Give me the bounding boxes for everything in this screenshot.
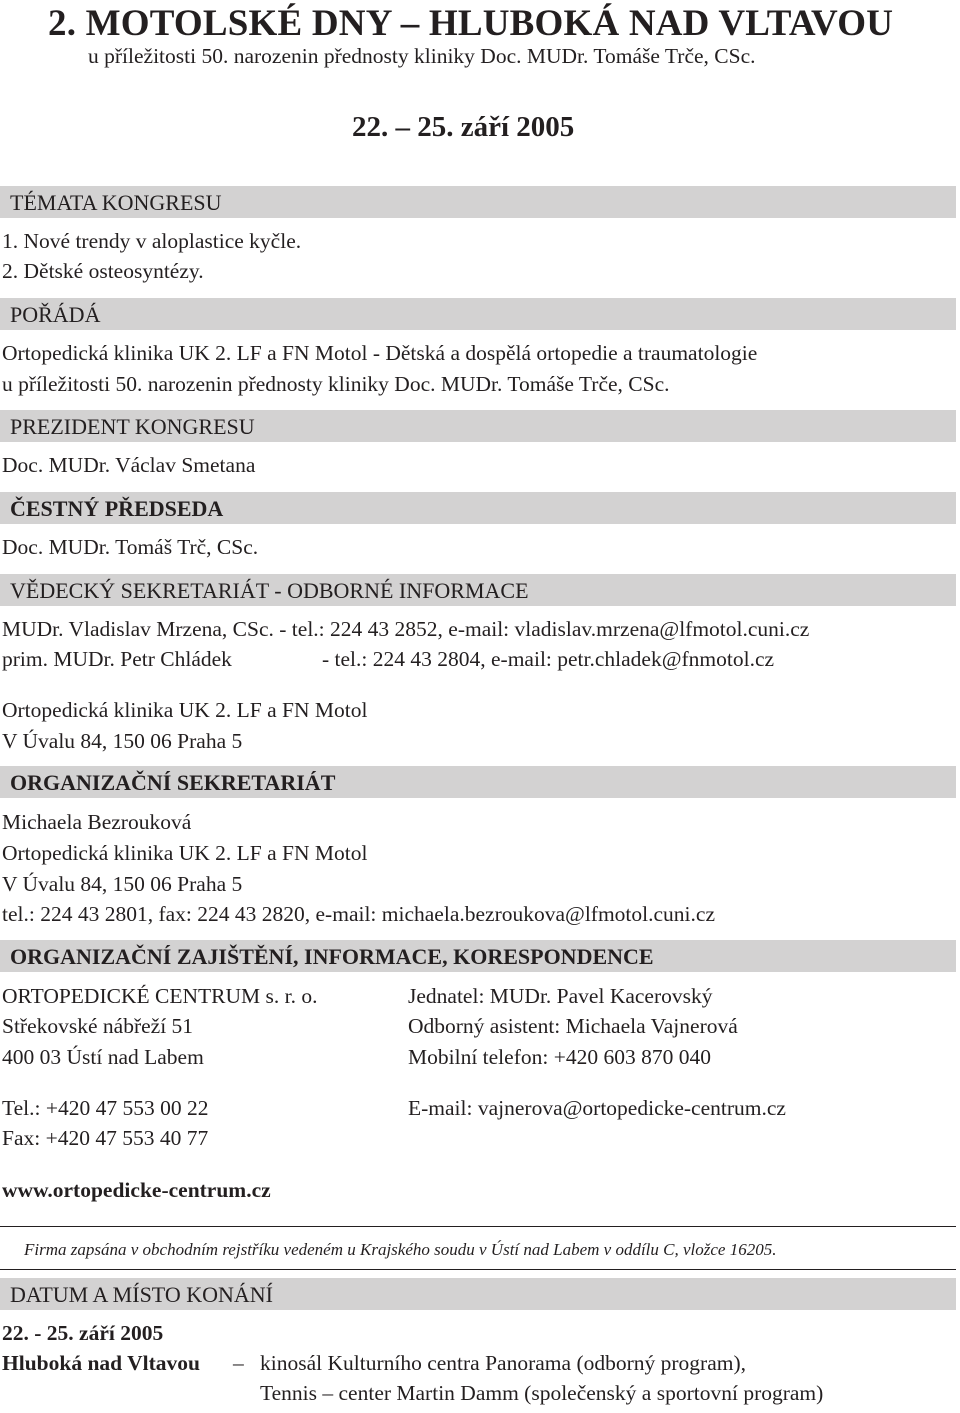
company-fax: Fax: +420 47 553 40 77 <box>2 1126 209 1150</box>
company-line: ORTOPEDICKÉ CENTRUM s. r. o. <box>2 984 318 1008</box>
company-contact-line: Mobilní telefon: +420 603 870 040 <box>408 1045 711 1069</box>
scientific-contact-name: prim. MUDr. Petr Chládek <box>2 647 232 671</box>
divider <box>0 1226 956 1227</box>
section-heading-temata: TÉMATA KONGRESU <box>0 186 956 218</box>
company-line: Střekovské nábřeží 51 <box>2 1014 194 1038</box>
divider <box>0 1269 956 1270</box>
section-heading-organizacni: ORGANIZAČNÍ SEKRETARIÁT <box>0 766 956 798</box>
company-contact-line: Odborný asistent: Michaela Vajnerová <box>408 1014 738 1038</box>
company-email: E-mail: vajnerova@ortopedicke-centrum.cz <box>408 1096 786 1120</box>
address-line: Ortopedická klinika UK 2. LF a FN Motol <box>2 698 368 722</box>
organizer-line: Ortopedická klinika UK 2. LF a FN Motol - Dětská a dospělá ortopedie a traumatologie <box>2 341 758 365</box>
topic-item: 2. Dětské osteosyntézy. <box>2 259 204 283</box>
scientific-contact-details: - tel.: 224 43 2804, e-mail: petr.chladek@fnmotol.cz <box>322 647 775 671</box>
organizer-line: u příležitosti 50. narozenin přednosty kliniky Doc. MUDr. Tomáše Trče, CSc. <box>2 372 670 396</box>
president-name: Doc. MUDr. Václav Smetana <box>2 453 256 477</box>
event-date: 22. – 25. září 2005 <box>352 111 575 143</box>
company-phone: Tel.: +420 47 553 00 22 <box>2 1096 209 1120</box>
page-subtitle: u příležitosti 50. narozenin přednosty kliniky Doc. MUDr. Tomáše Trče, CSc. <box>88 44 756 68</box>
section-heading-datum: DATUM A MÍSTO KONÁNÍ <box>0 1278 956 1310</box>
secretariat-line: tel.: 224 43 2801, fax: 224 43 2820, e-mail: michaela.bezroukova@lfmotol.cuni.cz <box>2 902 715 926</box>
secretariat-line: V Úvalu 84, 150 06 Praha 5 <box>2 872 243 896</box>
venue-date: 22. - 25. září 2005 <box>2 1321 164 1345</box>
section-heading-predseda: ČESTNÝ PŘEDSEDA <box>0 492 956 524</box>
venue-line: Tennis – center Martin Damm (společenský a sportovní program) <box>260 1381 824 1405</box>
secretariat-line: Ortopedická klinika UK 2. LF a FN Motol <box>2 841 368 865</box>
company-line: 400 03 Ústí nad Labem <box>2 1045 204 1069</box>
registry-note: Firma zapsána v obchodním rejstříku vedeném u Krajského soudu v Ústí nad Labem v oddílu C, vložce 16205. <box>24 1240 777 1259</box>
venue-dash: – <box>233 1351 244 1375</box>
company-contact-line: Jednatel: MUDr. Pavel Kacerovský <box>408 984 713 1008</box>
scientific-contact: MUDr. Vladislav Mrzena, CSc. - tel.: 224 43 2852, e-mail: vladislav.mrzena@lfmotol.cuni.cz <box>2 617 810 641</box>
company-website-link[interactable]: www.ortopedicke-centrum.cz <box>2 1178 271 1202</box>
honorary-chair-name: Doc. MUDr. Tomáš Trč, CSc. <box>2 535 259 559</box>
section-heading-porada: POŘÁDÁ <box>0 298 956 330</box>
section-heading-zajisteni: ORGANIZAČNÍ ZAJIŠTĚNÍ, INFORMACE, KORESPONDENCE <box>0 940 956 972</box>
section-heading-vedecky: VĚDECKÝ SEKRETARIÁT - ODBORNÉ INFORMACE <box>0 574 956 606</box>
page-title: 2. MOTOLSKÉ DNY – HLUBOKÁ NAD VLTAVOU <box>48 3 894 44</box>
venue-line: kinosál Kulturního centra Panorama (odborný program), <box>260 1351 747 1375</box>
venue-place: Hluboká nad Vltavou <box>2 1351 200 1375</box>
secretariat-line: Michaela Bezrouková <box>2 810 192 834</box>
topic-item: 1. Nové trendy v aloplastice kyčle. <box>2 229 302 253</box>
address-line: V Úvalu 84, 150 06 Praha 5 <box>2 729 243 753</box>
section-heading-prezident: PREZIDENT KONGRESU <box>0 410 956 442</box>
